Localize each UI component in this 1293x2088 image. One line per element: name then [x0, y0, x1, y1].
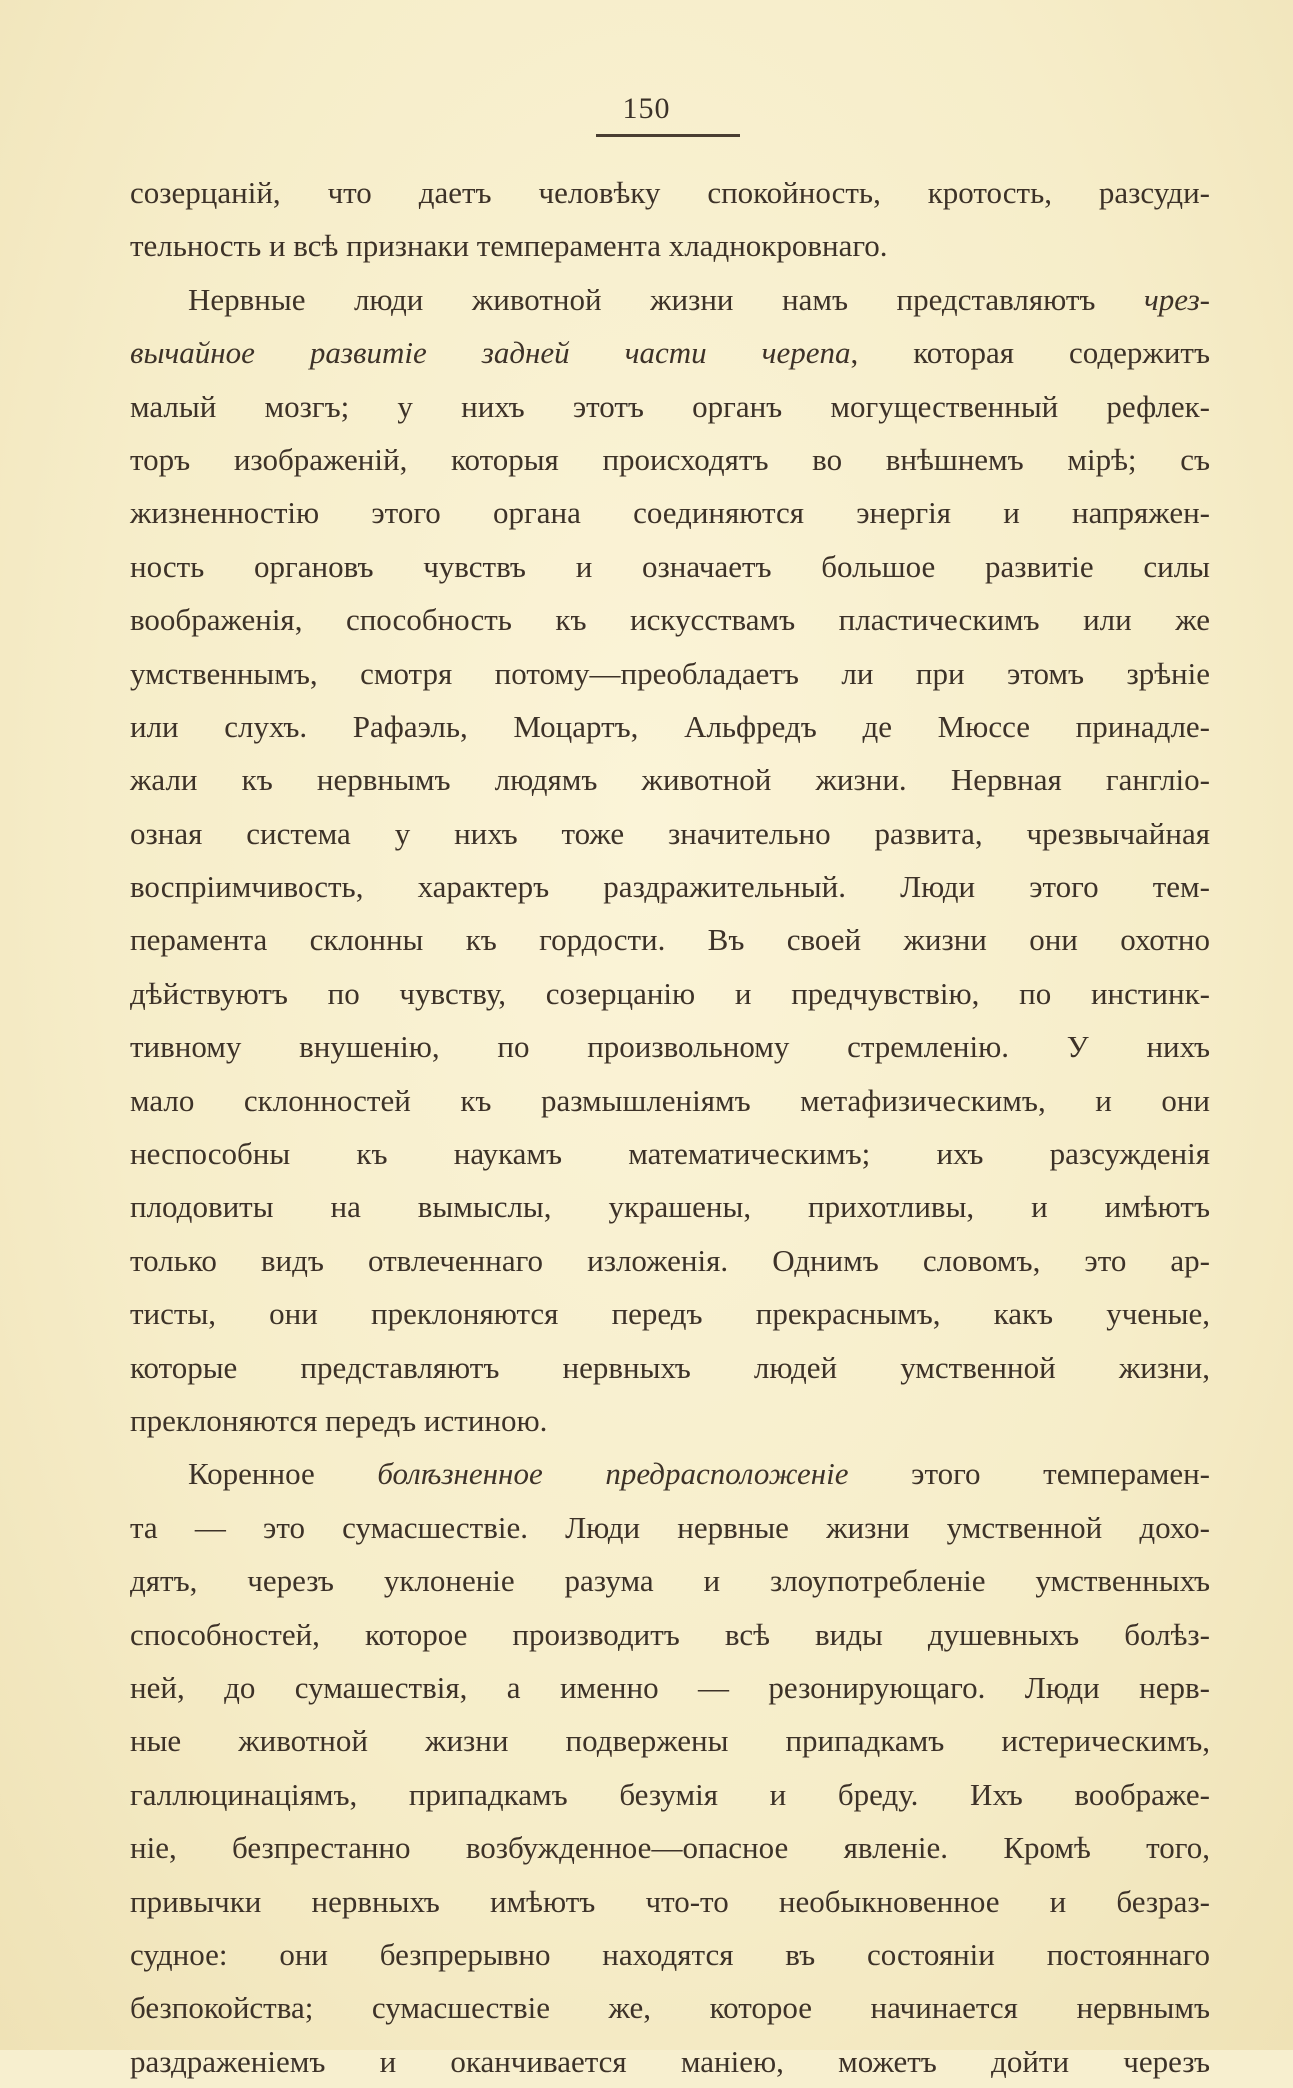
text-line: неспособны къ наукамъ математическимъ; ихъ разсужденія	[130, 1136, 1210, 1172]
text-line: или слухъ. Рафаэль, Моцартъ, Альфредъ де Мюссе принадле-	[130, 708, 1210, 744]
text-line: жали къ нервнымъ людямъ животной жизни. Нервная гангліо-	[130, 762, 1210, 798]
text-line: дѣйствуютъ по чувству, созерцанію и предчувствію, по инстинк-	[130, 975, 1210, 1011]
body-text	[130, 166, 1210, 2088]
italic-segment: вычайное развитіе задней части черепа	[130, 335, 851, 371]
text-line: умственнымъ, смотря потому—преобладаетъ ли при этомъ зрѣніе	[130, 655, 1210, 691]
text-line: та — это сумасшествіе. Люди нервные жизни умственной дохо-	[130, 1509, 1210, 1545]
text-line: ность органовъ чувствъ и означаетъ большое развитіе силы	[130, 548, 1210, 584]
text-line: ней, до сумашествія, а именно — резонирующаго. Люди нерв-	[130, 1669, 1210, 1705]
italic-segment: чрез-	[1143, 281, 1210, 317]
text-line	[130, 273, 1210, 326]
text-line: озная система у нихъ тоже значительно развита, чрезвычайная	[130, 815, 1210, 851]
text-line: мало склонностей къ размышленіямъ метафизическимъ, и они	[130, 1082, 1210, 1118]
text-segment: Нервные люди животной жизни намъ представляютъ	[188, 281, 1144, 317]
text-line: тельность и всѣ признаки темперамента хладнокровнаго.	[130, 228, 888, 264]
text-line	[130, 1447, 1210, 1500]
text-line: жизненностію этого органа соединяются энергія и напряжен-	[130, 495, 1210, 531]
text-line: ные животной жизни подвержены припадкамъ истерическимъ,	[130, 1723, 1210, 1759]
text-line: раздраженіемъ и оканчивается маніею, можетъ дойти черезъ	[130, 2043, 1210, 2079]
text-line: тивному внушенію, по произвольному стремленію. У нихъ	[130, 1029, 1210, 1065]
page-number: 150	[622, 92, 671, 125]
text-line: перамента склонны къ гордости. Въ своей жизни они охотно	[130, 922, 1210, 958]
text-line: которые представляютъ нервныхъ людей умственной жизни,	[130, 1349, 1210, 1385]
text-segment: этого темперамен-	[848, 1456, 1210, 1492]
text-line: воспріимчивость, характеръ раздражительный. Люди этого тем-	[130, 869, 1210, 905]
text-segment: Коренное	[188, 1456, 378, 1492]
text-line: преклоняются передъ истиною.	[130, 1402, 548, 1438]
italic-segment: болѣзненное предрасположеніе	[377, 1456, 849, 1492]
text-line: способностей, которое производитъ всѣ виды душевныхъ болѣз-	[130, 1616, 1210, 1652]
text-line: торъ изображеній, которыя происходятъ во внѣшнемъ мірѣ; съ	[130, 441, 1210, 477]
text-line: судное: они безпрерывно находятся въ состояніи постояннаго	[130, 1936, 1210, 1972]
text-line: малый мозгъ; у нихъ этотъ органъ могущественный рефлек-	[130, 388, 1210, 424]
text-line	[130, 326, 1210, 379]
text-line: безпокойства; сумасшествіе же, которое начинается нервнымъ	[130, 1990, 1210, 2026]
text-line: дятъ, черезъ уклоненіе разума и злоупотребленіе умственныхъ	[130, 1563, 1210, 1599]
text-line: ніе, безпрестанно возбужденное—опасное явленіе. Кромѣ того,	[130, 1830, 1210, 1866]
text-segment: , которая содержитъ	[850, 335, 1210, 371]
text-line: тисты, они преклоняются передъ прекраснымъ, какъ ученые,	[130, 1296, 1210, 1332]
text-line: воображенія, способность къ искусствамъ пластическимъ или же	[130, 602, 1210, 638]
text-line: галлюцинаціямъ, припадкамъ безумія и бреду. Ихъ воображе-	[130, 1776, 1210, 1812]
text-line: только видъ отвлеченнаго изложенія. Однимъ словомъ, это ар-	[130, 1242, 1210, 1278]
text-line: созерцаній, что даетъ человѣку спокойность, кротость, разсуди-	[130, 175, 1210, 210]
page-number-rule	[596, 134, 740, 137]
text-line: плодовиты на вымыслы, украшены, прихотливы, и имѣютъ	[130, 1189, 1210, 1225]
text-line: привычки нервныхъ имѣютъ что-то необыкновенное и безраз-	[130, 1883, 1210, 1919]
